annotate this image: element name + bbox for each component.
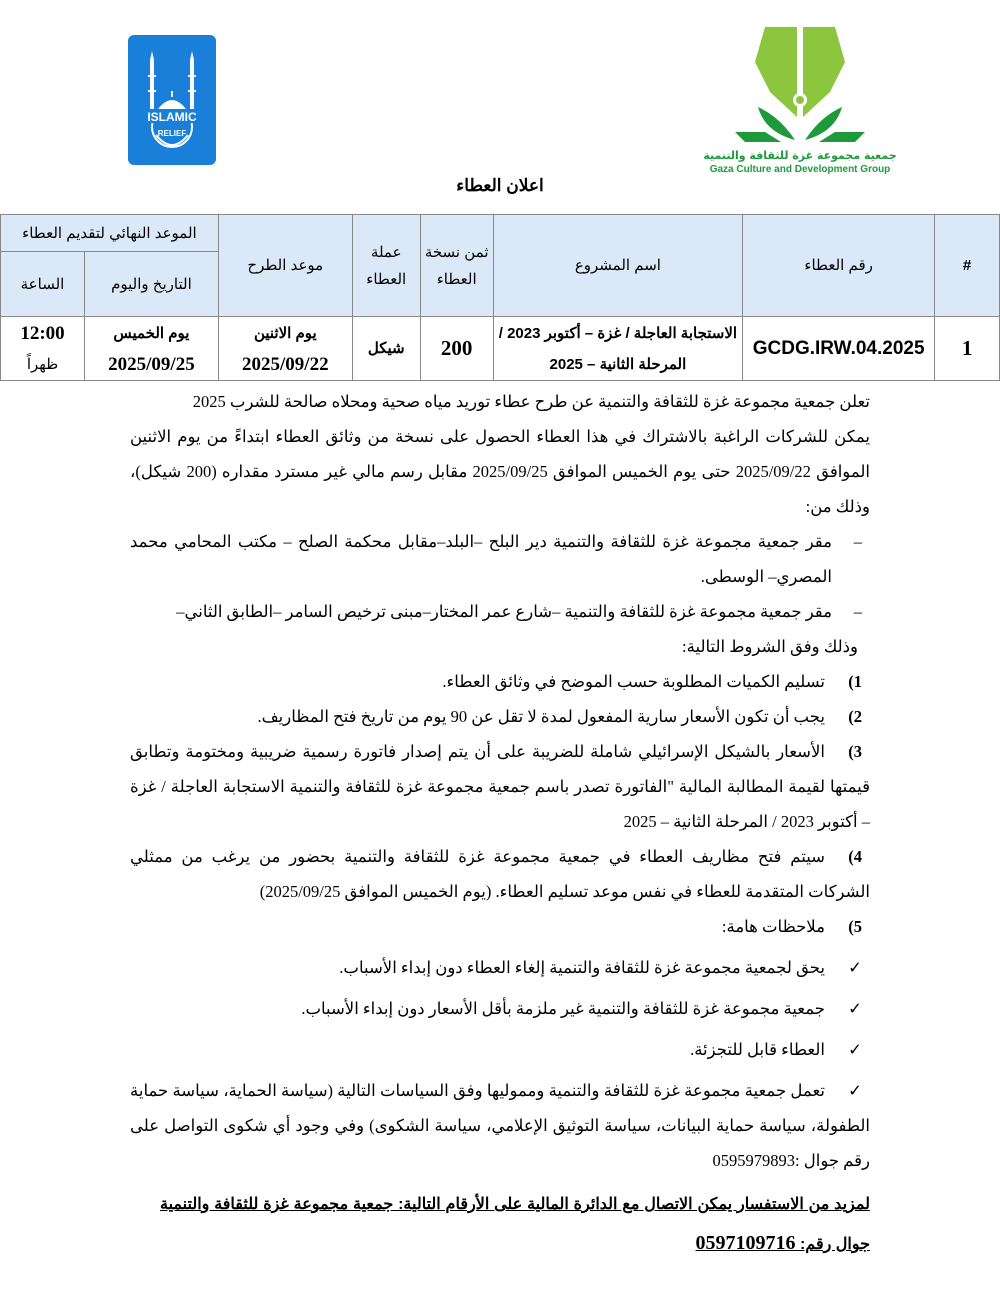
announcement-body [130, 384, 870, 1178]
header-price: ثمن نسخة العطاء [420, 215, 493, 317]
logo-text-en: Gaza Culture and Development Group [709, 164, 891, 175]
mosque-globe-icon [128, 35, 216, 165]
cell-release [218, 317, 352, 381]
header-deadline-time: الساعة [1, 252, 85, 317]
deadline-time: 12:00 [20, 322, 65, 344]
condition-number: 5) [848, 917, 862, 936]
condition-item [130, 909, 870, 944]
cell-index: 1 [935, 317, 1000, 381]
gcdg-logo [695, 22, 905, 177]
table-row [1, 317, 1000, 381]
dash-marker: – [853, 532, 862, 551]
condition-item [130, 839, 870, 909]
note-text: جمعية مجموعة غزة للثقافة والتنمية غير ملزمة بأقل الأسعار دون إبداء الأسباب. [301, 999, 825, 1018]
condition-number: 3) [848, 742, 862, 761]
cell-currency: شيكل [352, 317, 420, 381]
release-date: 2025/09/22 [242, 353, 329, 375]
note-item [130, 950, 870, 985]
intro-paragraph-2: يمكن للشركات الراغبة بالاشتراك في هذا العطاء الحصول على نسخة من وثائق العطاء ابتداءً من يوم الاثنين الموافق 2025/09/22 حتى يوم الخميس الموافق 2025/09/25 مقابل رسم مالي غير مسترد مقداره (200 شيكل)، وذلك من: [130, 427, 870, 516]
tender-table [0, 214, 1000, 381]
logo-text-islamic: ISLAMIC [147, 110, 197, 124]
header-deadline-date: التاريخ واليوم [84, 252, 218, 317]
footer-phone[interactable]: 0597109716 [695, 1232, 796, 1254]
note-text: تعمل جمعية مجموعة غزة للثقافة والتنمية ومموليها وفق السياسات التالية (سياسة الحماية، سياسة حماية الطفولة، سياسة حماية البيانات، سياسة التوثيق الإعلامي، سياسة الشكوى) وفي وجود أي شكوى التواصل على رقم جوال :0595979893 [130, 1081, 870, 1170]
header-deadline-group: الموعد النهائي لتقديم العطاء [1, 215, 219, 252]
deadline-period: ظهراً [26, 355, 59, 373]
condition-item [130, 664, 870, 699]
contact-footer [160, 1186, 870, 1264]
cell-price: 200 [420, 317, 493, 381]
condition-text: تسليم الكميات المطلوبة حسب الموضح في وثائق العطاء. [442, 672, 825, 691]
condition-item [130, 699, 870, 734]
table-header-row [1, 215, 1000, 252]
intro-paragraph-1: تعلن جمعية مجموعة غزة للثقافة والتنمية عن طرح عطاء توريد مياه صحية ومحلاه صالحة للشرب 2025 [192, 392, 870, 411]
page-title: اعلان العطاء [456, 176, 544, 195]
checkmark-icon: ✓ [848, 958, 862, 977]
dash-marker: – [853, 602, 862, 621]
note-item [130, 991, 870, 1026]
logo-text-ar: جمعية مجموعة غزة للثقافة والتنمية [703, 149, 897, 162]
condition-number: 1) [848, 672, 862, 691]
logo-text-relief: RELIEF [157, 129, 187, 138]
header-release: موعد الطرح [218, 215, 352, 317]
condition-text: سيتم فتح مظاريف العطاء في جمعية مجموعة غزة للثقافة والتنمية بحضور من يرغب من ممثلي الشركات المتقدمة للعطاء في نفس موعد تسليم العطاء. (يوم الخميس الموافق 2025/09/25) [130, 847, 870, 901]
islamic-relief-logo [128, 35, 216, 165]
footer-text: لمزيد من الاستفسار يمكن الاتصال مع الدائرة المالية على الأرقام التالية: جمعية مجموعة غزة للثقافة والتنمية جوال رقم: [160, 1196, 870, 1253]
release-day: يوم الاثنين [253, 324, 317, 342]
note-text: العطاء قابل للتجزئة. [690, 1040, 825, 1059]
condition-text: الأسعار بالشيكل الإسرائيلي شاملة للضريبة على أن يتم إصدار فاتورة رسمية ضريبية ومختومة وتطابق قيمتها لقيمة المطالبة المالية "الفاتورة تصدر باسم جمعية مجموعة غزة للثقافة والتنمية الاستجابة العاجلة / غزة – أكتوبر 2023 / المرحلة الثانية – 2025 [130, 742, 870, 831]
header-currency: عملة العطاء [352, 215, 420, 317]
location-text: مقر جمعية مجموعة غزة للثقافة والتنمية دير البلح –البلد–مقابل محكمة الصلح – مكتب المحامي محمد المصري– الوسطى. [130, 532, 832, 586]
location-item [130, 594, 870, 629]
cell-project: الاستجابة العاجلة / غزة – أكتوبر 2023 / المرحلة الثانية – 2025 [493, 317, 743, 381]
conditions-intro: وذلك وفق الشروط التالية: [682, 637, 858, 656]
deadline-day: يوم الخميس [113, 324, 190, 342]
cell-deadline-date [84, 317, 218, 381]
location-text: مقر جمعية مجموعة غزة للثقافة والتنمية –شارع عمر المختار–مبنى ترخيص السامر –الطابق الثاني– [176, 602, 832, 621]
condition-text: يجب أن تكون الأسعار سارية المفعول لمدة لا تقل عن 90 يوم من تاريخ فتح المظاريف. [257, 707, 825, 726]
header-tender-no: رقم العطاء [743, 215, 935, 317]
note-item [130, 1073, 870, 1178]
header-index: # [935, 215, 1000, 317]
pen-nib-leaves-icon [695, 22, 905, 177]
condition-text: ملاحظات هامة: [721, 917, 825, 936]
header-project: اسم المشروع [493, 215, 743, 317]
condition-number: 2) [848, 707, 862, 726]
condition-number: 4) [848, 847, 862, 866]
checkmark-icon: ✓ [848, 1081, 862, 1100]
cell-deadline-time [1, 317, 85, 381]
note-text: يحق لجمعية مجموعة غزة للثقافة والتنمية إلغاء العطاء دون إبداء الأسباب. [339, 958, 825, 977]
note-item [130, 1032, 870, 1067]
cell-tender-no: GCDG.IRW.04.2025 [743, 317, 935, 381]
checkmark-icon: ✓ [848, 999, 862, 1018]
location-item [130, 524, 870, 594]
condition-item [130, 734, 870, 839]
deadline-date: 2025/09/25 [108, 353, 195, 375]
checkmark-icon: ✓ [848, 1040, 862, 1059]
